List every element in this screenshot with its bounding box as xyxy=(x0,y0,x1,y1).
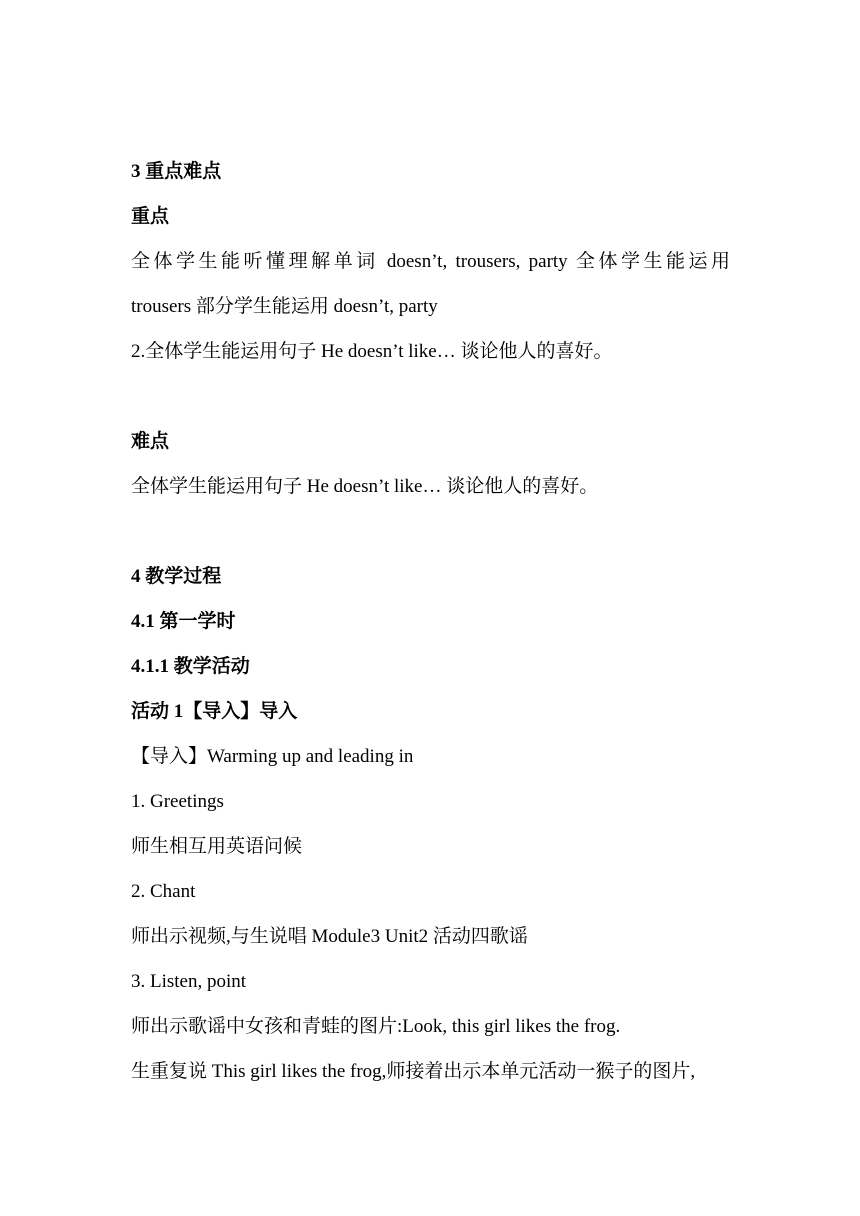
section-heading-4: 4 教学过程 xyxy=(131,566,222,587)
step-1-description: 师生相互用英语问候 xyxy=(131,836,303,857)
subsection-heading-4-1-1: 4.1.1 教学活动 xyxy=(131,656,250,677)
difficulties-line-1: 全体学生能运用句子 He doesn’t like… 谈论他人的喜好。 xyxy=(131,476,599,497)
step-3-description-2: 生重复说 This girl likes the frog,师接着出示本单元活动一猴子的图片, xyxy=(131,1061,696,1082)
step-3-description-1: 师出示歌谣中女孩和青蛙的图片:Look, this girl likes the frog. xyxy=(131,1016,621,1037)
section-heading-3: 3 重点难点 xyxy=(131,161,222,182)
subsection-heading-4-1: 4.1 第一学时 xyxy=(131,611,236,632)
key-points-line-3: 2.全体学生能运用句子 He doesn’t like… 谈论他人的喜好。 xyxy=(131,341,613,362)
step-2-title: 2. Chant xyxy=(131,881,196,902)
difficulties-heading: 难点 xyxy=(131,431,170,452)
activity-1-intro: 【导入】Warming up and leading in xyxy=(131,746,414,767)
step-3-title: 3. Listen, point xyxy=(131,971,247,992)
step-1-title: 1. Greetings xyxy=(131,791,224,812)
activity-1-heading: 活动 1【导入】导入 xyxy=(131,701,298,722)
step-2-description: 师出示视频,与生说唱 Module3 Unit2 活动四歌谣 xyxy=(131,926,528,947)
key-points-heading: 重点 xyxy=(131,206,170,227)
key-points-line-1: 全体学生能听懂理解单词 doesn’t, trousers, party 全体学生能运用 xyxy=(131,251,730,272)
key-points-line-2: trousers 部分学生能运用 doesn’t, party xyxy=(131,296,438,317)
